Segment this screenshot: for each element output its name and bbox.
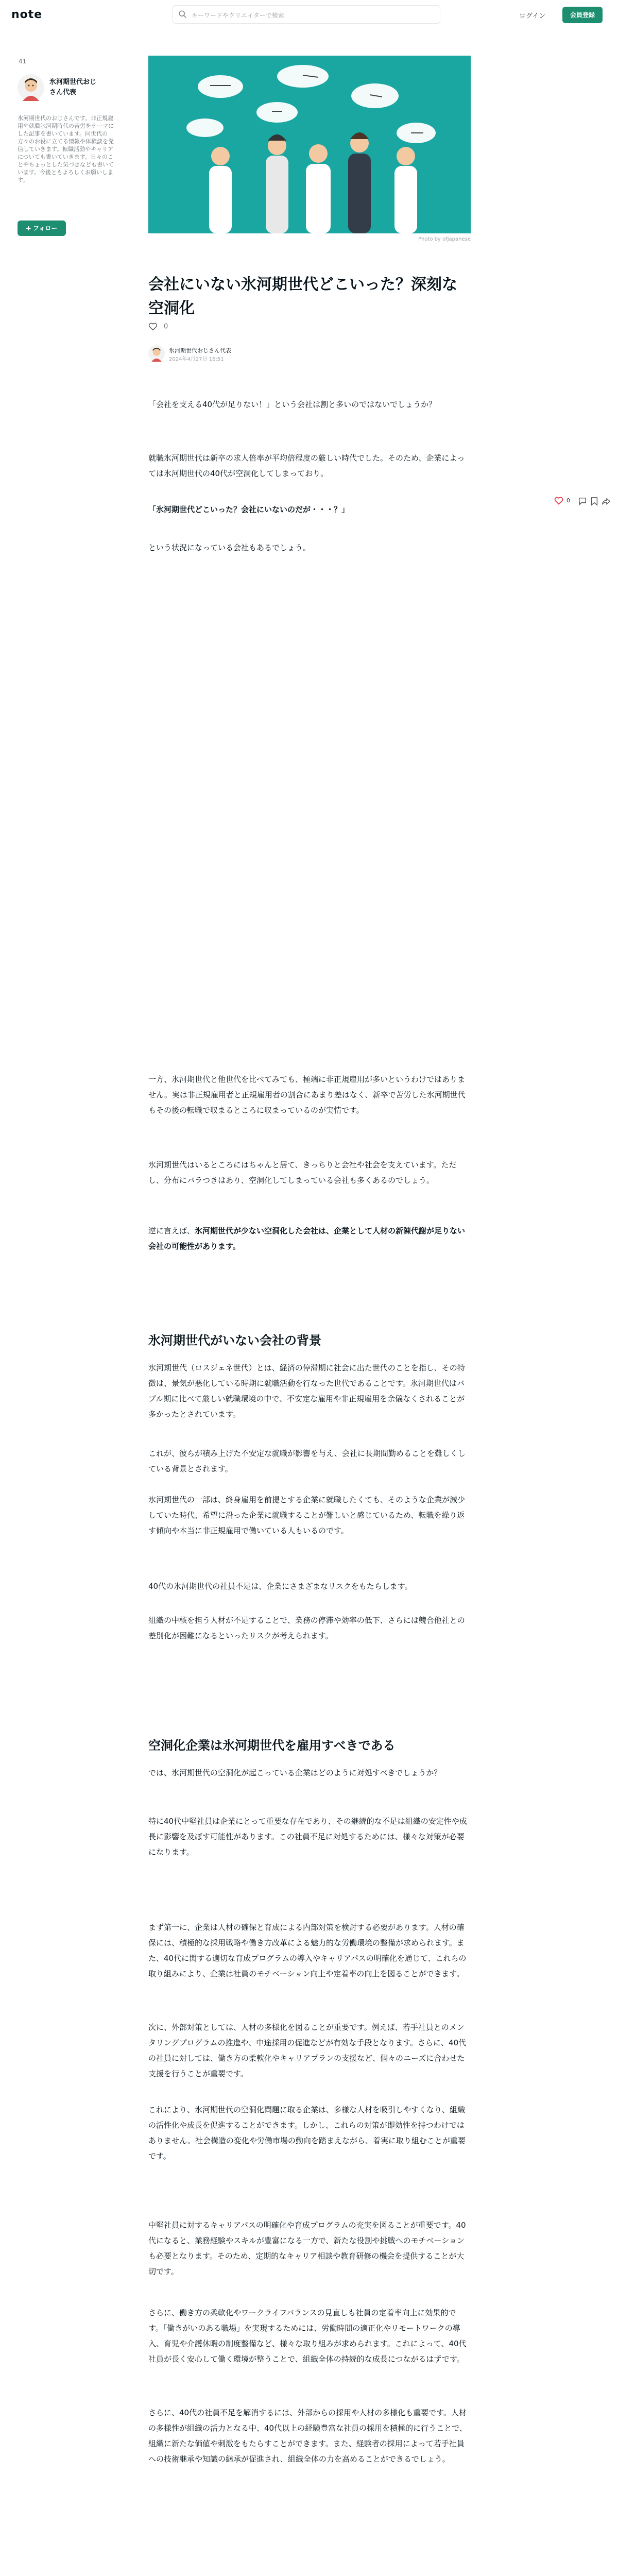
paragraph: 就職氷河期世代は新卒の求人倍率が平均倍程度の厳しい時代でした。そのため、企業によっては氷河期世代の40代が空洞化してしまっており。: [148, 453, 465, 478]
add-user-icon: ➕︎: [26, 225, 31, 232]
paragraph: 氷河期世代の一部は、終身雇用を前提とする企業に就職したくても、そのような企業が減少していた時代、希望に沿った企業に就職することが難しいと感じているため、転職を繰り返す傾向や本当に非正規雇用で働いている人もいるのです。: [148, 1495, 466, 1535]
paragraph: 氷河期世代（ロスジェネ世代）とは、経済の停滞期に社会に出た世代のことを指し、その特徴は、景気が悪化している時期に就職活動を行なった世代であることです。氷河期世代はバブル期に比べて厳しい就職環境の中で、不安定な雇用や非正規雇用を余儀なくされることが多かったとされています。: [148, 1363, 465, 1419]
emphasis-text: 氷河期世代が少ない空洞化した会社は、企業として人材の新陳代謝が足りない会社の可能性があります。: [148, 1226, 466, 1251]
publish-date: 2024年4月27日 16:51: [169, 357, 224, 362]
author-name[interactable]: 氷河期世代おじさん代表: [169, 347, 231, 354]
paragraph: 組織の中核を担う人材が不足することで、業務の停滞や効率の低下、さらには競合他社との差別化が困難になるといったリスクが考えられます。: [148, 1616, 465, 1640]
paragraph: まず第一に、企業は人材の確保と育成による内部対策を検討する必要があります。人材の確保には、積極的な採用戦略や働き方改革による魅力的な労働環境の整備が求められます。また、40代に関する適切な育成プログラムの導入やキャリアパスの明確化を通じて、これらの取り組みにより、企業は社員のモチベーション向上や定着率の向上を図ることができます。: [148, 1923, 467, 1978]
author-avatar[interactable]: [18, 74, 44, 101]
follow-label: フォロー: [32, 225, 58, 232]
search-icon: [178, 10, 187, 19]
paragraph: 「会社を支える40代が足りない！」という会社は割と多いのではないでしょうか？: [148, 400, 437, 409]
section-heading: 氷河期世代がいない会社の背景: [148, 1333, 321, 1348]
sidebar-author-bio: 氷河期世代のおじさんです。非正規雇用や就職氷河期時代の苦労をテーマにした記事を書いています。同世代の方々のお役に立てる情報や体験談を発信していきます。転職活動やキャリアについても書いていきます。日々のことやちょっとした気づきなども書いています。今後ともよろしくお願いします。: [18, 115, 114, 183]
hero-image: [148, 56, 471, 233]
author-avatar-small[interactable]: [148, 345, 165, 362]
bookmark-icon[interactable]: [590, 497, 598, 506]
heart-icon[interactable]: [148, 323, 158, 331]
share-icon[interactable]: [602, 497, 611, 506]
like-count: 0: [164, 323, 168, 331]
paragraph: さらに、40代の社員不足を解消するには、外部からの採用や人材の多様化も重要です。人材の多様性が組織の活力となる中、40代以上の経験豊富な社員の採用を積極的に行うことで、組織に新たな価値や刺激をもたらすことができます。また、経験者の採用によって若手社員への技術継承や知識の継承が促進され、組織全体の力を高めることができるでしょう。: [148, 2408, 467, 2464]
section-heading: 空洞化企業は氷河期世代を雇用すべきである: [148, 1738, 396, 1753]
paragraph: これが、彼らが積み上げた不安定な就職が影響を与え、会社に長期間勤めることを難しくしている背景とされます。: [148, 1449, 466, 1473]
sidebar-author-name[interactable]: 氷河期世代おじさん代表: [49, 78, 97, 96]
signup-button[interactable]: 会員登録: [562, 7, 603, 23]
author-stat-badge: 41: [19, 58, 27, 65]
action-like-count: 0: [566, 497, 570, 504]
follow-button[interactable]: [18, 221, 66, 236]
site-header: [0, 0, 618, 31]
paragraph: これにより、氷河期世代の空洞化問題に取る企業は、多様な人材を吸引しやすくなり、組織の活性化や成長を促進することができます。しかし、これらの対策が即効性を持つわけではありません。社会構造の変化や労働市場の動向を踏まえながら、着実に取り組むことが重要です。: [148, 2105, 466, 2161]
like-counter: [148, 323, 168, 331]
search-placeholder: キーワードやクリエイターで検索: [192, 12, 284, 19]
paragraph: 次に、外部対策としては、人材の多様化を図ることが重要です。例えば、若手社員とのメンタリングプログラムの推進や、中途採用の促進などが有効な手段となります。さらに、40代の社員に対しては、働き方の柔軟化やキャリアプランの支援など、個々のニーズに合わせた支援を行うことが重要です。: [148, 2023, 467, 2078]
article-title: 会社にいない氷河期世代どこいった？深刻な空洞化: [148, 276, 457, 317]
paragraph-text: 逆に言えば、: [148, 1226, 195, 1235]
paragraph: 特に40代中堅社員は企業にとって重要な存在であり、その継続的な不足は組織の安定性や成長に影響を及ぼす可能性があります。この社員不足に対処するためには、様々な対策が必要になります。: [148, 1817, 467, 1857]
search-bar[interactable]: [173, 5, 440, 24]
note-logo[interactable]: note: [11, 8, 43, 21]
paragraph: 「氷河期世代どこいった？会社にいないのだが・・・？」: [148, 505, 350, 514]
hero-photo-credit[interactable]: Photo by ofjapanese: [418, 236, 471, 242]
paragraph: [148, 1223, 471, 1254]
heart-icon[interactable]: [554, 497, 563, 505]
paragraph: さらに、働き方の柔軟化やワークライフバランスの見直しも社員の定着率向上に効果的です。「働きがいのある職場」を実現するためには、労働時間の適正化やリモートワークの導入、育児や介護休暇の制度整備など、様々な取り組みが求められます。これによって、40代社員が長く安心して働く環境が整うことで、組織全体の持続的な成長につながるはずです。: [148, 2308, 467, 2364]
paragraph: では、氷河期世代の空洞化が起こっている企業はどのように対処すべきでしょうか？: [148, 1768, 442, 1777]
paragraph: 中堅社員に対するキャリアパスの明確化や育成プログラムの充実を図ることが重要です。40代になると、業務経験やスキルが豊富になる一方で、新たな役割や挑戦へのモチベーションも必要となります。そのため、定期的なキャリア相談や教育研修の機会を提供することが大切です。: [148, 2221, 466, 2276]
comment-icon[interactable]: [578, 497, 587, 506]
article-actions: [554, 496, 611, 508]
paragraph: 一方、氷河期世代と他世代を比べてみても、極端に非正規雇用が多いというわけではありません。実は非正規雇用者と正規雇用者の割合にあまり差はなく、新卒で苦労した氷河期世代もその後の転職で収まるところに収まっているのが実情です。: [148, 1075, 466, 1115]
login-link[interactable]: ログイン: [519, 12, 546, 20]
paragraph: 氷河期世代はいるところにはちゃんと居て、きっちりと会社や社会を支えています。ただし、分布にバラつきはあり、空洞化してしまっている会社も多くあるのでしょう。: [148, 1160, 457, 1185]
paragraph: という状況になっている会社もあるでしょう。: [148, 543, 311, 552]
paragraph: 40代の氷河期世代の社員不足は、企業にさまざまなリスクをもたらします。: [148, 1582, 413, 1591]
